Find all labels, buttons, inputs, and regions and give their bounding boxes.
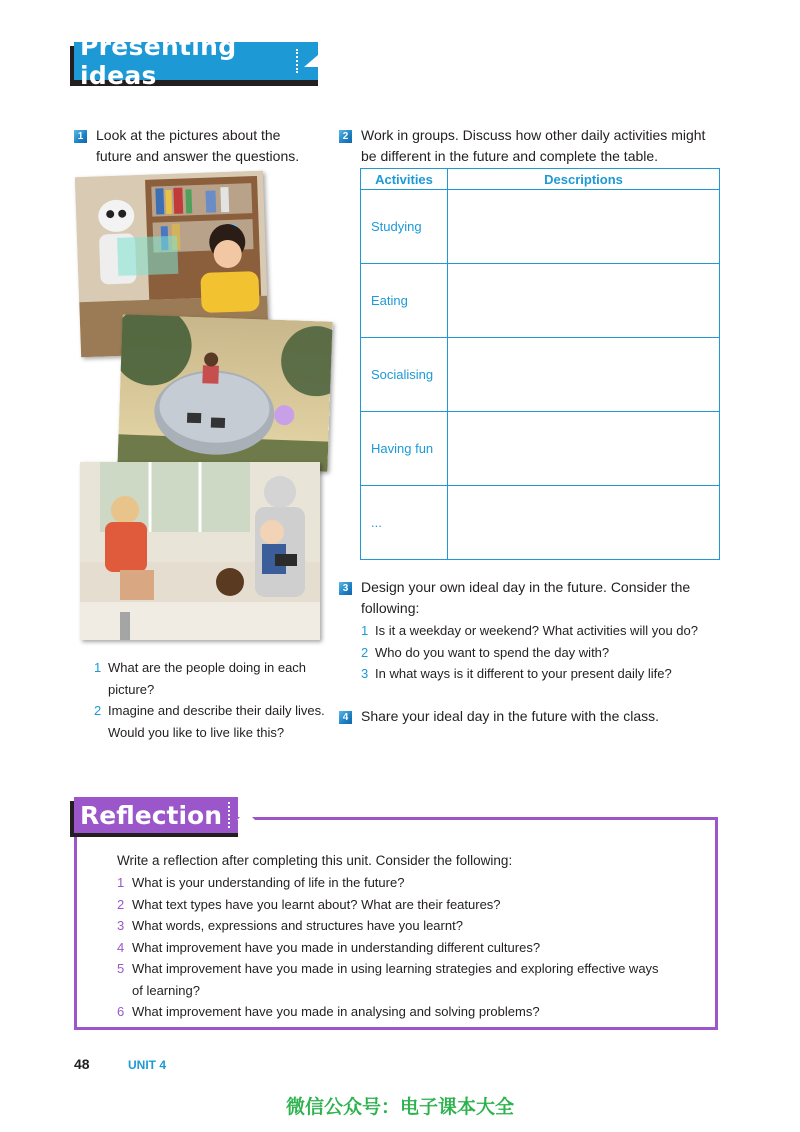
- list-item: [117, 915, 659, 937]
- activity-cell: Studying: [361, 190, 448, 264]
- item-text: What text types have you learnt about? What are their features?: [132, 896, 501, 912]
- task1-line2: future and answer the questions.: [96, 148, 300, 164]
- banner-divider: [296, 49, 298, 73]
- item-text: What improvement have you made in understanding different cultures?: [132, 939, 541, 955]
- item-text: What improvement have you made in using learning strategies and exploring effective ways: [132, 961, 659, 976]
- unit-label: UNIT 4: [128, 1058, 167, 1072]
- header-banner: [74, 32, 318, 90]
- question-number: 2: [94, 703, 102, 718]
- task3-line2: following:: [361, 600, 420, 616]
- header-activities: Activities: [361, 169, 448, 190]
- task2-line2: be different in the future and complete the table.: [361, 148, 659, 164]
- list-item: [117, 937, 659, 959]
- banner-divider: [228, 802, 230, 828]
- item-text: In what ways is it different to your present daily life?: [375, 666, 672, 681]
- item-text: Who do you want to spend the day with?: [375, 644, 610, 660]
- activity-cell: Socialising: [361, 338, 448, 412]
- reflection-list: [117, 872, 659, 1023]
- corner-arrow-icon: [304, 55, 318, 67]
- task1-number-icon: [74, 130, 87, 143]
- description-cell[interactable]: [448, 190, 720, 264]
- list-item: [117, 958, 659, 980]
- description-cell[interactable]: [448, 338, 720, 412]
- question-text-cont: Would you like to live like this?: [108, 724, 285, 740]
- item-number: 2: [361, 644, 369, 660]
- watermark-text: 微信公众号：电子课本大全: [285, 1096, 514, 1118]
- page-number: 48: [74, 1056, 90, 1072]
- description-cell[interactable]: [448, 486, 720, 560]
- task4-instructions: Share your ideal day in the future with the class.: [361, 708, 660, 724]
- item-number: 5: [117, 961, 125, 976]
- table-row: [361, 412, 720, 486]
- table-row: [361, 190, 720, 264]
- reflection-title: Reflection: [80, 800, 223, 830]
- task1-instructions: [96, 125, 299, 167]
- table-row: [361, 338, 720, 412]
- photo-family-with-robot: [80, 462, 320, 640]
- task3-instructions: [361, 577, 690, 619]
- question-number: 1: [94, 660, 102, 675]
- task4-number-icon: [339, 711, 352, 724]
- task2-instructions: [361, 125, 705, 167]
- description-cell[interactable]: [448, 264, 720, 338]
- item-text: What is your understanding of life in the future?: [132, 875, 405, 890]
- item-number: 2: [117, 896, 125, 912]
- task2-number: 2: [342, 131, 349, 142]
- activities-table: [360, 168, 720, 560]
- item-text: What words, expressions and structures have you learnt?: [132, 918, 463, 933]
- task1-question: [94, 657, 325, 679]
- activity-cell: Eating: [361, 264, 448, 338]
- item-number: 6: [117, 1004, 125, 1019]
- list-item: [117, 872, 659, 894]
- page-title: Presenting ideas: [80, 32, 237, 90]
- task1-question-list: [94, 657, 325, 743]
- item-text-cont: of learning?: [132, 982, 200, 998]
- description-cell[interactable]: [448, 412, 720, 486]
- reflection-banner: [74, 797, 238, 833]
- task2-line1: Work in groups. Discuss how other daily activities might: [361, 127, 706, 143]
- task2-number-icon: [339, 130, 352, 143]
- task1-number: 1: [77, 131, 84, 142]
- item-number: 3: [117, 918, 125, 933]
- photo-girl-on-robot: [117, 314, 332, 471]
- task1-question: [94, 700, 325, 722]
- table-header-row: [361, 169, 720, 190]
- table-row: [361, 264, 720, 338]
- table-row: [361, 486, 720, 560]
- question-text: What are the people doing in each: [108, 660, 307, 675]
- question-text: Imagine and describe their daily lives.: [108, 703, 325, 718]
- activity-cell: ...: [361, 486, 448, 560]
- item-number: 1: [361, 623, 369, 638]
- list-item: [361, 663, 698, 685]
- task3-number-icon: [339, 582, 352, 595]
- list-item: [361, 642, 698, 664]
- task1-line1: Look at the pictures about the: [96, 127, 281, 143]
- triangle-up-icon: [237, 811, 255, 820]
- task3-list: [361, 620, 698, 685]
- item-number: 4: [117, 939, 125, 955]
- question-text-cont: picture?: [108, 681, 155, 697]
- item-text: Is it a weekday or weekend? What activities will you do?: [375, 623, 698, 638]
- list-item: [117, 894, 659, 916]
- reflection-intro: Write a reflection after completing this unit. Consider the following:: [117, 853, 513, 868]
- list-item: [117, 1001, 659, 1023]
- activity-cell: Having fun: [361, 412, 448, 486]
- list-item: [361, 620, 698, 642]
- task4-number: 4: [342, 712, 349, 723]
- item-number: 1: [117, 875, 125, 890]
- task3-line1: Design your own ideal day in the future. Consider the: [361, 579, 691, 595]
- item-text: What improvement have you made in analysing and solving problems?: [132, 1004, 540, 1019]
- task3-number: 3: [342, 583, 349, 594]
- item-number: 3: [361, 666, 369, 681]
- header-descriptions: Descriptions: [448, 169, 720, 190]
